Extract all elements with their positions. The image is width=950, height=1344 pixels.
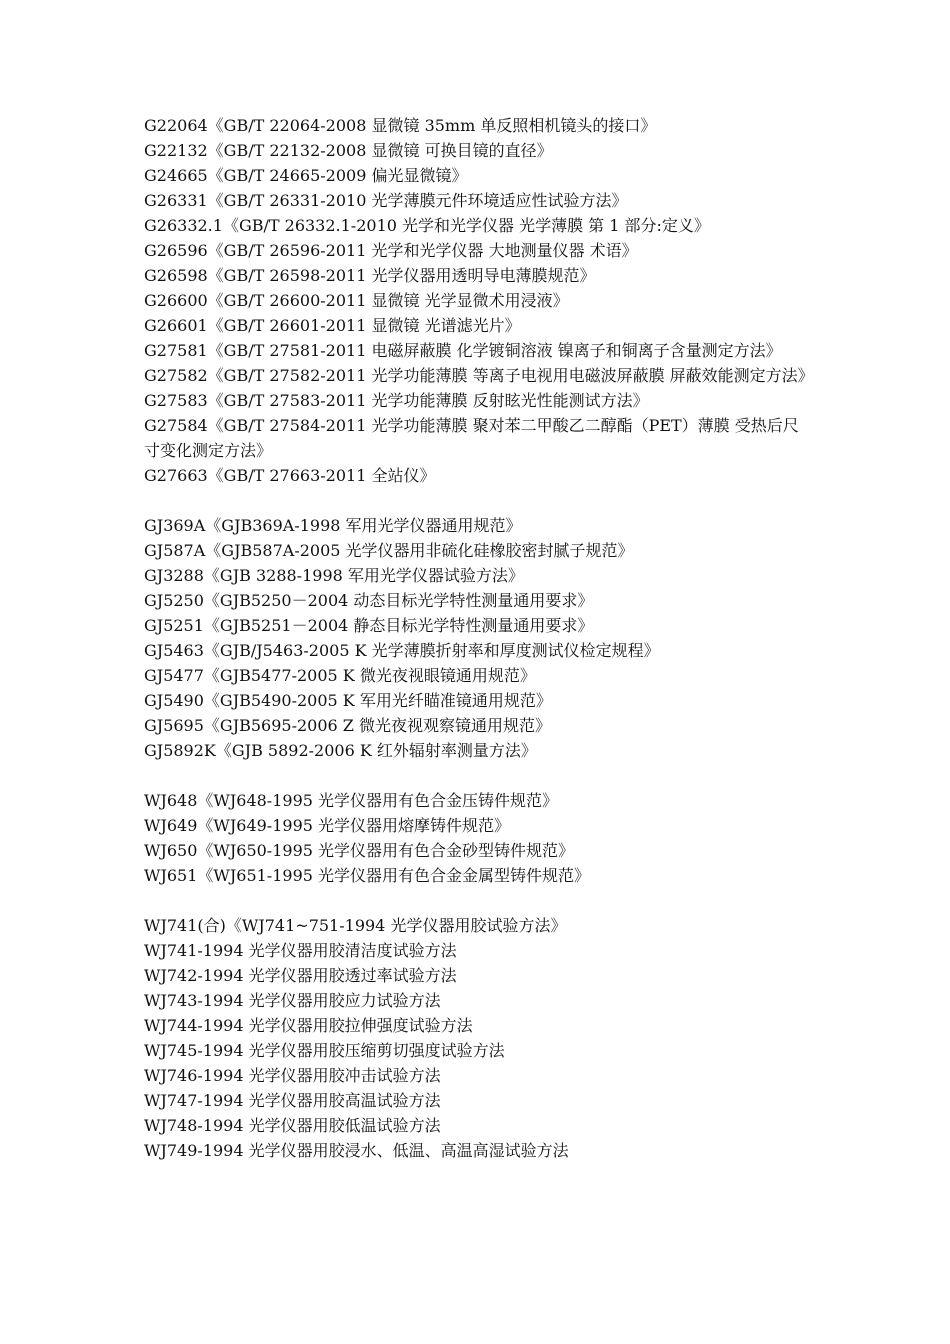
list-item: WJ749-1994 光学仪器用胶浸水、低温、高温高湿试验方法 [144,1141,569,1160]
list-item: G22064《GB/T 22064-2008 显微镜 35mm 单反照相机镜头的接口》 [144,116,657,135]
list-item: G22132《GB/T 22132-2008 显微镜 可换目镜的直径》 [144,141,553,160]
gb-standards-group [144,113,812,488]
list-item: GJ369A《GJB369A-1998 军用光学仪器通用规范》 [144,516,522,535]
list-item: WJ648《WJ648-1995 光学仪器用有色合金压铸件规范》 [144,791,559,810]
list-item: WJ741(合)《WJ741~751-1994 光学仪器用胶试验方法》 [144,916,567,935]
list-item: GJ5695《GJB5695-2006 Z 微光夜视观察镜通用规范》 [144,716,552,735]
list-item: G27584《GB/T 27584-2011 光学功能薄膜 聚对苯二甲酸乙二醇酯（PET）薄膜 受热后尺寸变化测定方法》 [144,416,799,460]
list-item: G26596《GB/T 26596-2011 光学和光学仪器 大地测量仪器 术语》 [144,241,638,260]
list-item: WJ649《WJ649-1995 光学仪器用熔摩铸件规范》 [144,816,511,835]
list-item: GJ3288《GJB 3288-1998 军用光学仪器试验方法》 [144,566,524,585]
list-item: WJ651《WJ651-1995 光学仪器用有色合金金属型铸件规范》 [144,866,591,885]
list-item: G26600《GB/T 26600-2011 显微镜 光学显微术用浸液》 [144,291,569,310]
list-item: WJ744-1994 光学仪器用胶拉伸强度试验方法 [144,1016,473,1035]
list-item: G27583《GB/T 27583-2011 光学功能薄膜 反射眩光性能测试方法》 [144,391,649,410]
spacer [144,763,812,788]
list-item: WJ748-1994 光学仪器用胶低温试验方法 [144,1116,441,1135]
gj-standards-group [144,513,812,763]
list-item: GJ5250《GJB5250－2004 动态目标光学特性测量通用要求》 [144,591,594,610]
standards-list [144,113,812,1163]
list-item: G26331《GB/T 26331-2010 光学薄膜元件环境适应性试验方法》 [144,191,628,210]
spacer [144,488,812,513]
wj-casting-group [144,788,812,888]
list-item: WJ743-1994 光学仪器用胶应力试验方法 [144,991,441,1010]
wj-adhesive-group [144,913,812,1163]
list-item: G27581《GB/T 27581-2011 电磁屏蔽膜 化学镀铜溶液 镍离子和铜离子含量测定方法》 [144,341,782,360]
spacer [144,888,812,913]
list-item: G26598《GB/T 26598-2011 光学仪器用透明导电薄膜规范》 [144,266,596,285]
list-item: G26601《GB/T 26601-2011 显微镜 光谱滤光片》 [144,316,521,335]
list-item: WJ745-1994 光学仪器用胶压缩剪切强度试验方法 [144,1041,505,1060]
list-item: GJ587A《GJB587A-2005 光学仪器用非硫化硅橡胶密封腻子规范》 [144,541,634,560]
list-item: G27582《GB/T 27582-2011 光学功能薄膜 等离子电视用电磁波屏蔽膜 屏蔽效能测定方法》 [144,366,814,385]
list-item: WJ747-1994 光学仪器用胶高温试验方法 [144,1091,441,1110]
list-item: WJ742-1994 光学仪器用胶透过率试验方法 [144,966,457,985]
list-item: GJ5463《GJB/J5463-2005 K 光学薄膜折射率和厚度测试仪检定规程》 [144,641,660,660]
list-item: WJ741-1994 光学仪器用胶清洁度试验方法 [144,941,457,960]
list-item: G27663《GB/T 27663-2011 全站仪》 [144,466,436,485]
list-item: GJ5251《GJB5251－2004 静态目标光学特性测量通用要求》 [144,616,594,635]
list-item: GJ5477《GJB5477-2005 K 微光夜视眼镜通用规范》 [144,666,536,685]
list-item: WJ746-1994 光学仪器用胶冲击试验方法 [144,1066,441,1085]
list-item: GJ5892K《GJB 5892-2006 K 红外辐射率测量方法》 [144,741,537,760]
list-item: WJ650《WJ650-1995 光学仪器用有色合金砂型铸件规范》 [144,841,575,860]
list-item: GJ5490《GJB5490-2005 K 军用光纤瞄准镜通用规范》 [144,691,552,710]
list-item: G26332.1《GB/T 26332.1-2010 光学和光学仪器 光学薄膜 第 1 部分:定义》 [144,216,710,235]
list-item: G24665《GB/T 24665-2009 偏光显微镜》 [144,166,468,185]
